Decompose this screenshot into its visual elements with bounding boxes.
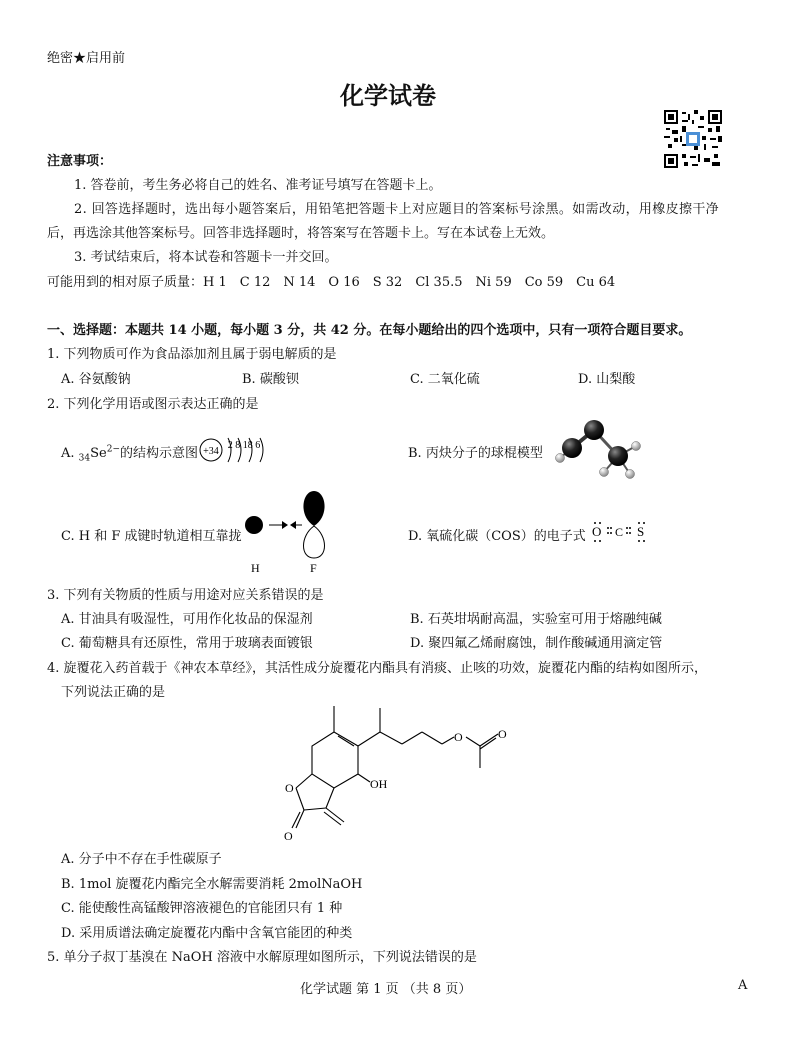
q2-a-mass-number: 34 [78,453,91,464]
q1-option-c: C. 二氧化硫 [410,372,480,387]
q2-a-charge: 2− [106,444,120,455]
q2-option-b: B. 丙炔分子的球棍模型 [408,446,543,461]
notice-item-1: 1. 答卷前，考生务必将自己的姓名、准考证号填写在答题卡上。 [74,178,442,193]
q4-option-b: B. 1mol 旋覆花内酯完全水解需要消耗 2molNaOH [61,877,363,892]
hydroxyl-label: OH [370,777,388,791]
se-ion-structure-diagram [196,432,276,468]
q2-option-c: C. H 和 F 成键时轨道相互靠拢 [61,529,242,544]
q2-a-suffix: 的结构示意图 [120,446,199,461]
question-3-stem: 3. 下列有关物质的性质与用途对应关系错误的是 [47,588,324,603]
ester-o-label: O [454,730,463,744]
notice-item-3: 3. 考试结束后，将本试卷和答题卡一并交回。 [74,250,338,265]
inulicin-structure-diagram [270,700,530,840]
cos-c-atom: C [615,525,624,539]
section-heading: 一、选择题：本题共 14 小题，每小题 3 分，共 42 分。在每小题给出的四个选项中，只有一项符合题目要求。 [47,323,692,338]
se-nucleus-label: +34 [203,446,219,457]
ring-o-label: O [285,781,294,795]
question-4-stem-line-1: 4. 旋覆花入药首载于《神农本草经》，其活性成分旋覆花内酯具有消痰、止咳的功效，旋覆花内酯的结构如图所示， [47,661,708,676]
q4-option-d: D. 采用质谱法确定旋覆花内酯中含氧官能团的种类 [61,926,353,941]
question-4-stem-line-2: 下列说法正确的是 [61,685,166,700]
h-atom-label: H [251,561,260,575]
q3-option-d: D. 聚四氟乙烯耐腐蚀，制作酸碱通用滴定管 [410,636,663,651]
q1-option-a: A. 谷氨酸钠 [61,372,131,387]
atomic-mass-list: 可能用到的相对原子质量：H 1 C 12 N 14 O 16 S 32 Cl 35.5 Ni 59 Co 59 Cu 64 [47,275,616,290]
propyne-ball-stick-model [552,410,647,485]
notice-item-2-line-1: 2. 回答选择题时，选出每小题答案后，用铅笔把答题卡上对应题目的答案标号涂黑。如需改动，用橡皮擦干净 [74,202,720,217]
se-shell-electrons: 2 8 18 6 [227,440,261,451]
q4-option-c: C. 能使酸性高锰酸钾溶液褪色的官能团只有 1 种 [61,901,343,916]
q4-option-a: A. 分子中不存在手性碳原子 [61,852,222,867]
q3-option-a: A. 甘油具有吸湿性，可用作化妆品的保湿剂 [61,612,313,627]
q2-a-prefix: A. [61,446,79,461]
lactone-o-label: O [284,829,293,840]
qr-code-icon [664,110,722,168]
secret-label: 绝密★启用前 [47,51,126,66]
q2-option-d: D. 氧硫化碳（COS）的电子式 [408,529,586,544]
q2-option-a [61,442,198,464]
notice-heading: 注意事项： [47,154,113,169]
q3-option-c: C. 葡萄糖具有还原性，常用于玻璃表面镀银 [61,636,313,651]
question-1-stem: 1. 下列物质可作为食品添加剂且属于弱电解质的是 [47,347,337,362]
paper-version: A [738,978,748,993]
question-5-stem: 5. 单分子叔丁基溴在 NaOH 溶液中水解原理如图所示，下列说法错误的是 [47,950,477,965]
cos-s-atom: S [637,524,645,539]
page-title: 化学试卷 [340,82,436,110]
q1-option-b: B. 碳酸钡 [242,372,299,387]
q1-option-d: D. 山梨酸 [578,372,636,387]
notice-item-2-line-2: 后，再选涂其他答案标号。回答非选择题时，将答案写在答题卡上。写在本试卷上无效。 [47,226,555,241]
h-f-orbital-diagram [240,488,340,578]
q3-option-b: B. 石英坩埚耐高温，实验室可用于熔融纯碱 [410,612,662,627]
carbonyl-o-label: O [498,727,507,741]
question-2-stem: 2. 下列化学用语或图示表达正确的是 [47,397,259,412]
q2-a-element: Se [90,446,107,461]
cos-o-atom: O [592,524,602,539]
f-atom-label: F [310,561,317,575]
cos-electron-formula [588,517,650,545]
page-footer: 化学试题 第 1 页 （共 8 页） [300,982,472,997]
